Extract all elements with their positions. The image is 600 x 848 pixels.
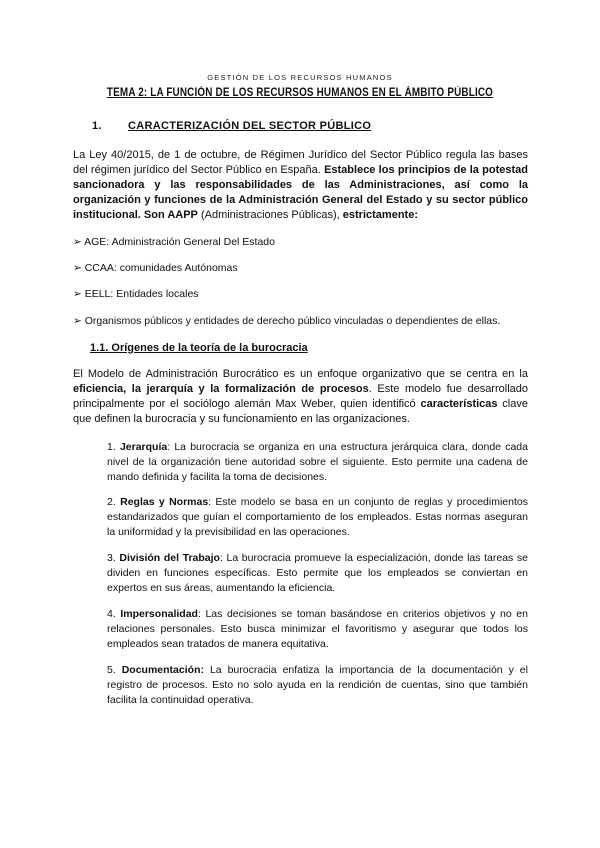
intro-mid: (Administraciones Públicas),: [197, 209, 343, 221]
list-item-division: [107, 551, 528, 596]
list-item-jerarquia: [107, 440, 528, 485]
section-1-heading: [92, 120, 371, 132]
list-item-impersonalidad: [107, 607, 528, 652]
item-text: : Este modelo se basa en un conjunto de reglas y procedimientos estandarizados que guían el comportamiento de los empleados. Estas normas aseguran la uniformidad y la previsibilidad en las operaciones.: [107, 496, 528, 538]
item-number: 1.: [107, 441, 120, 453]
item-term: División del Trabajo: [119, 552, 220, 564]
bullet-ccaa: ➢ CCAA: comunidades Autónomas: [73, 262, 238, 274]
intro-end: estrictamente:: [342, 209, 418, 221]
list-item-documentacion: [107, 663, 528, 708]
bullet-eell: ➢ EELL: Entidades locales: [73, 288, 199, 300]
p-plain-2: . Este modelo fue desarrollado principalmente por el sociólogo alemán Max Weber, quien identificó: [73, 383, 528, 410]
section-1-title: CARACTERIZACIÓN DEL SECTOR PÚBLICO: [128, 120, 372, 132]
section-1-number: 1.: [92, 120, 102, 132]
document-supheader: GESTIÓN DE LOS RECURSOS HUMANOS: [207, 73, 393, 82]
p-plain-1: El Modelo de Administración Burocrático es un enfoque organizativo que se centra en la: [73, 368, 528, 380]
item-text: : La burocracia se organiza en una estructura jerárquica clara, donde cada nivel de la organización tiene autoridad sobre el siguiente. Esto permite una cadena de mando definida y facilita la toma de decisiones.: [107, 441, 528, 483]
item-term: Documentación:: [121, 664, 204, 676]
intro-plain: La Ley 40/2015, de 1 de octubre, de Régimen Jurídico del Sector Público regula las bases del régimen jurídico del Sector Público en España.: [73, 149, 528, 176]
item-text: : Las decisiones se toman basándose en criterios objetivos y no en relaciones personales. Esto busca minimizar el favoritismo y asegurar que todos los empleados sean tratados de manera equitativa.: [107, 608, 528, 650]
bullet-organismos: ➢ Organismos públicos y entidades de derecho público vinculadas o dependientes de ellas.: [73, 315, 501, 327]
section-1-1-heading: 1.1. Orígenes de la teoría de la burocracia: [90, 342, 308, 354]
list-item-reglas: [107, 495, 528, 540]
p-bold-1: eficiencia, la jerarquía y la formalización de procesos: [73, 383, 369, 395]
item-number: 2.: [107, 496, 121, 508]
document-title: TEMA 2: LA FUNCIÓN DE LOS RECURSOS HUMANOS EN EL ÁMBITO PÚBLICO: [106, 87, 494, 99]
bullet-age: ➢ AGE: Administración General Del Estado: [73, 236, 275, 248]
item-term: Reglas y Normas: [120, 496, 209, 508]
item-number: 5.: [107, 664, 122, 676]
item-text: : La burocracia promueve la especialización, donde las tareas se dividen en funciones específicas. Esto permite que los empleados se conviertan en expertos en sus áreas, aumentando la eficiencia.: [107, 552, 528, 594]
item-term: Jerarquía: [119, 441, 168, 453]
section-1-intro: [73, 148, 528, 223]
p-bold-2: características: [420, 398, 498, 410]
item-text: La burocracia enfatiza la importancia de la documentación y el registro de procesos. Esto no solo ayuda en la rendición de cuentas, sino que también facilita la continuidad operativa.: [107, 664, 528, 706]
item-number: 4.: [107, 608, 121, 620]
section-1-1-intro: [73, 367, 528, 427]
item-number: 3.: [107, 552, 120, 564]
item-term: Impersonalidad: [120, 608, 198, 620]
intro-bold: Establece los principios de la potestad sancionadora y las responsabilidades de las Administraciones, así como la organización y funciones de la Administración General del Estado y su sector público institucional. Son AAPP: [73, 164, 528, 221]
p-plain-3: clave que definen la burocracia y su funcionamiento en las organizaciones.: [73, 398, 528, 425]
